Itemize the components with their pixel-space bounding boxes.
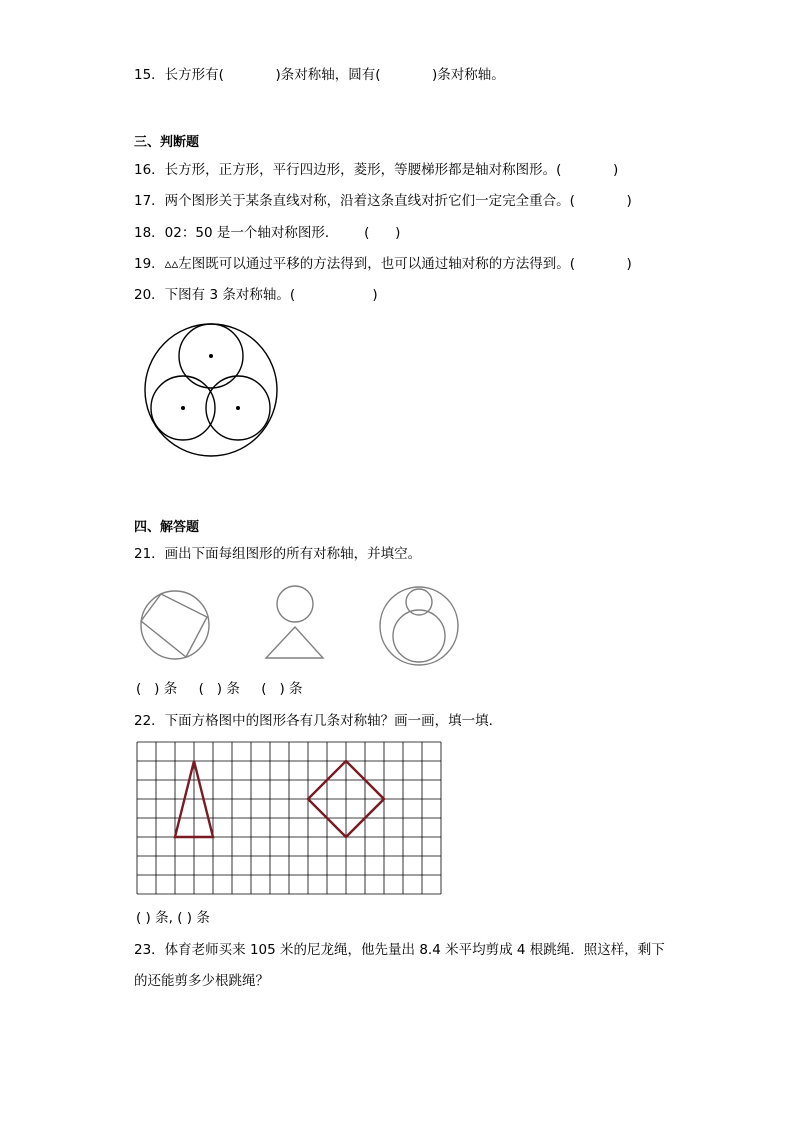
section-heading-answer: 四、解答题 (134, 520, 200, 535)
question-21-answers: ( ) 条 ( ) 条 ( ) 条 (136, 681, 303, 697)
grid-figure (137, 742, 443, 896)
question-21: 21．画出下面每组图形的所有对称轴，并填空。 (134, 546, 422, 562)
question-16: 16．长方形，正方形，平行四边形，菱形，等腰梯形都是轴对称图形。( ) (134, 162, 619, 178)
question-22: 22．下面方格图中的图形各有几条对称轴？画一画，填一填． (134, 713, 503, 729)
circle-with-triangle-figure (137, 587, 213, 663)
question-18: 18．02：50 是一个轴对称图形． ( ) (134, 225, 401, 241)
question-22-answers: ( ) 条, ( ) 条 (136, 910, 210, 926)
question-19: 19．▵▵左图既可以通过平移的方法得到，也可以通过轴对称的方法得到。( ) (134, 256, 632, 272)
question-17: 17．两个图形关于某条直线对称，沿着这条直线对折它们一定完全重合。( ) (134, 193, 632, 209)
circle-on-triangle-figure (262, 585, 328, 663)
question-23-line1: 23．体育老师买来 105 米的尼龙绳，他先量出 8.4 米平均剪成 4 根跳绳．照这样，剩下 (134, 942, 665, 958)
question-23-line2: 的还能剪多少根跳绳？ (134, 973, 269, 989)
question-15: 15．长方形有( )条对称轴，圆有( )条对称轴。 (134, 67, 505, 83)
three-circles-figure (143, 320, 279, 460)
section-heading-judgement: 三、判断题 (134, 135, 200, 150)
question-20: 20．下图有 3 条对称轴。( ) (134, 287, 378, 303)
nested-circles-figure (378, 585, 460, 667)
